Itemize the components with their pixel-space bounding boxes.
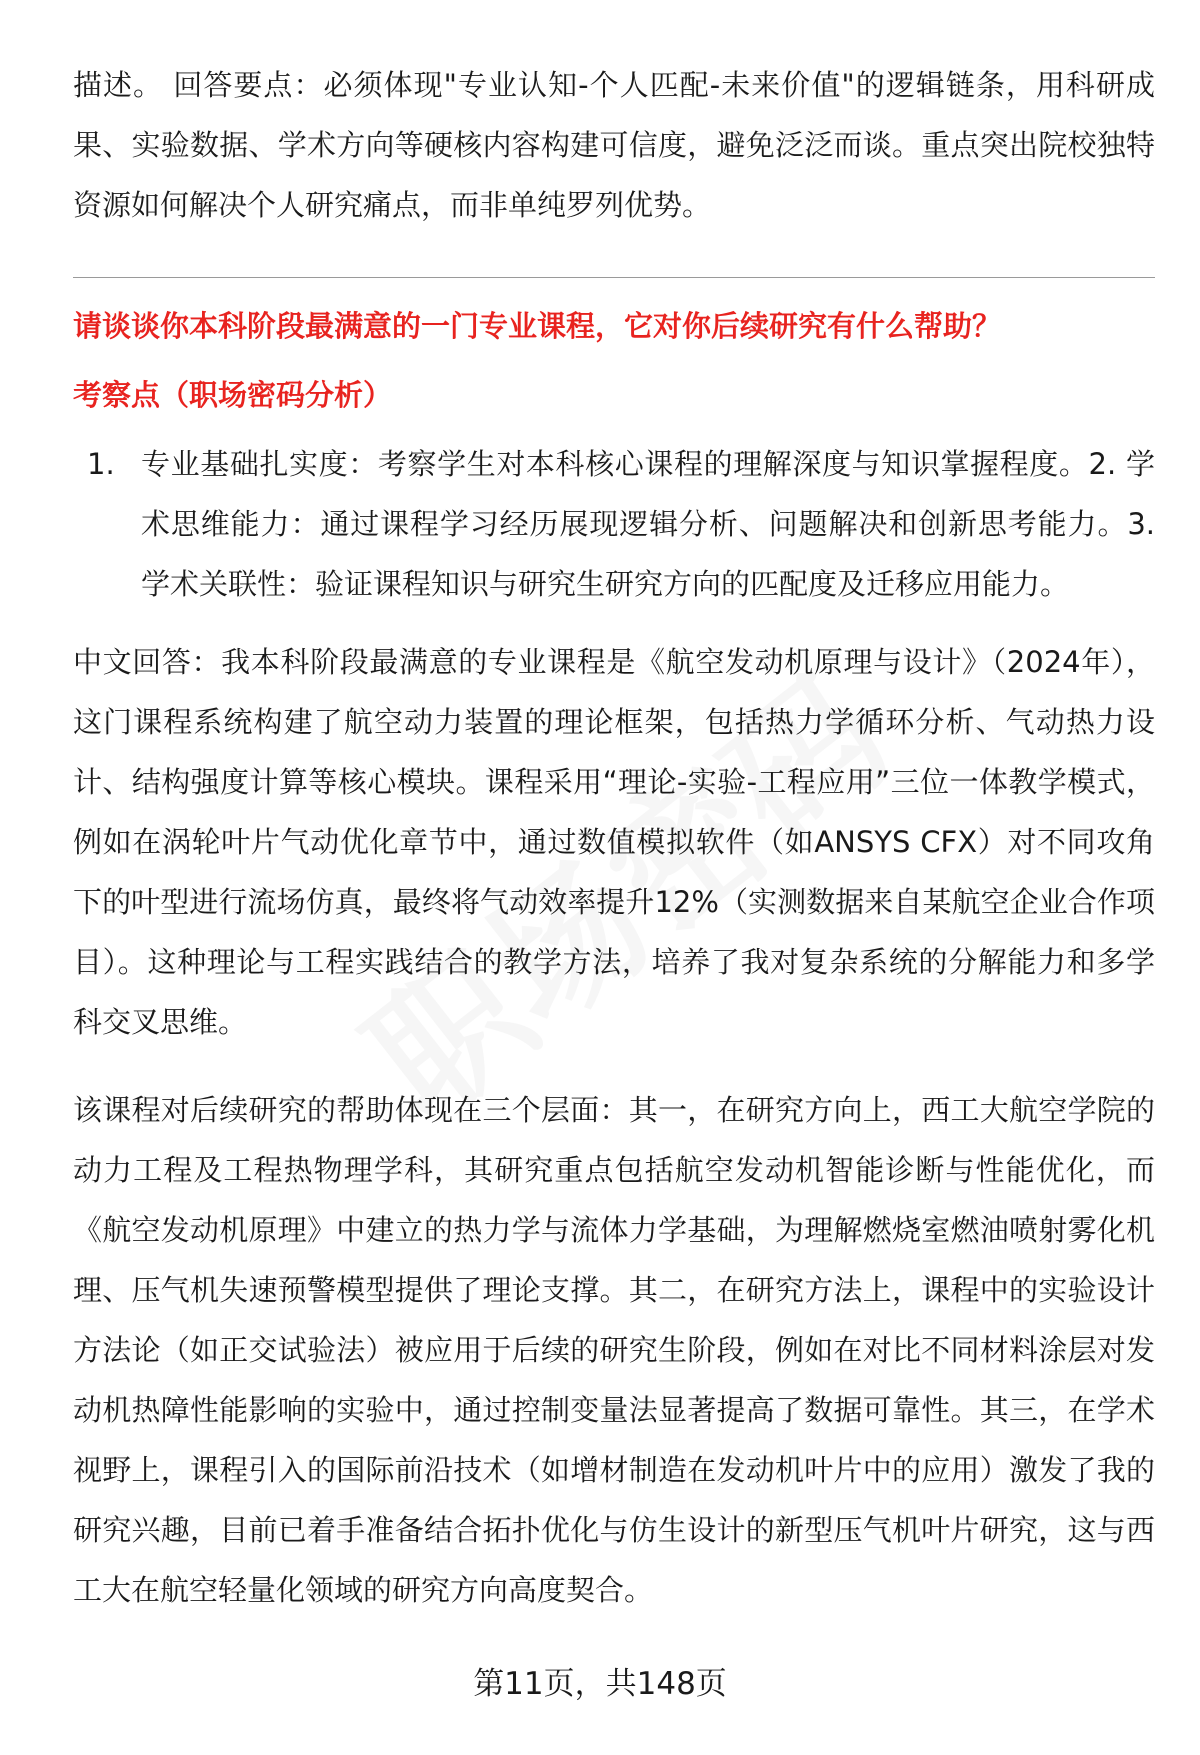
section-title: 考察点（职场密码分析）: [73, 378, 393, 412]
answer-paragraph-2: 该课程对后续研究的帮助体现在三个层面：其一，在研究方向上，西工大航空学院的动力工程及工程热物理学科，其研究重点包括航空发动机智能诊断与性能优化，而《航空发动机原理》中建立的热力学与流体力学基础，为理解燃烧室燃油喷射雾化机理、压气机失速预警模型提供了理论支撑。其二，在研究方法上，课程中的实验设计方法论（如正交试验法）被应用于后续的研究生阶段，例如在对比不同材料涂层对发动机热障性能影响的实验中，通过控制变量法显著提高了数据可靠性。其三，在学术视野上，课程引入的国际前沿技术（如增材制造在发动机叶片中的应用）激发了我的研究兴趣，目前已着手准备结合拓扑优化与仿生设计的新型压气机叶片研究，这与西工大在航空轻量化领域的研究方向高度契合。: [73, 1093, 1155, 1607]
section-divider: [73, 277, 1155, 278]
assessment-list: [73, 434, 1155, 614]
intro-paragraph: 描述。 回答要点：必须体现"专业认知-个人匹配-未来价值"的逻辑链条，用科研成果、实验数据、学术方向等硬核内容构建可信度，避免泛泛而谈。重点突出院校独特资源如何解决个人研究痛点，而非单纯罗列优势。: [73, 68, 1155, 222]
list-item: [73, 434, 1155, 614]
answer-paragraph-1: 中文回答：我本科阶段最满意的专业课程是《航空发动机原理与设计》（2024年），这门课程系统构建了航空动力装置的理论框架，包括热力学循环分析、气动热力设计、结构强度计算等核心模块。课程采用“理论-实验-工程应用”三位一体教学模式，例如在涡轮叶片气动优化章节中，通过数值模拟软件（如ANSYS CFX）对不同攻角下的叶型进行流场仿真，最终将气动效率提升12%（实测数据来自某航空企业合作项目）。这种理论与工程实践结合的教学方法，培养了我对复杂系统的分解能力和多学科交叉思维。: [73, 645, 1155, 1039]
question-heading: 请谈谈你本科阶段最满意的一门专业课程，它对你后续研究有什么帮助？: [73, 309, 1002, 343]
page-footer: 第11页，共148页: [473, 1666, 727, 1702]
document-page: [73, 55, 1155, 1620]
list-item-text: 专业基础扎实度：考察学生对本科核心课程的理解深度与知识掌握程度。2. 学术思维能力：通过课程学习经历展现逻辑分析、问题解决和创新思考能力。3. 学术关联性：验证课程知识与研究生研究方向的匹配度及迁移应用能力。: [141, 447, 1155, 601]
list-item-number: 1.: [87, 447, 115, 481]
